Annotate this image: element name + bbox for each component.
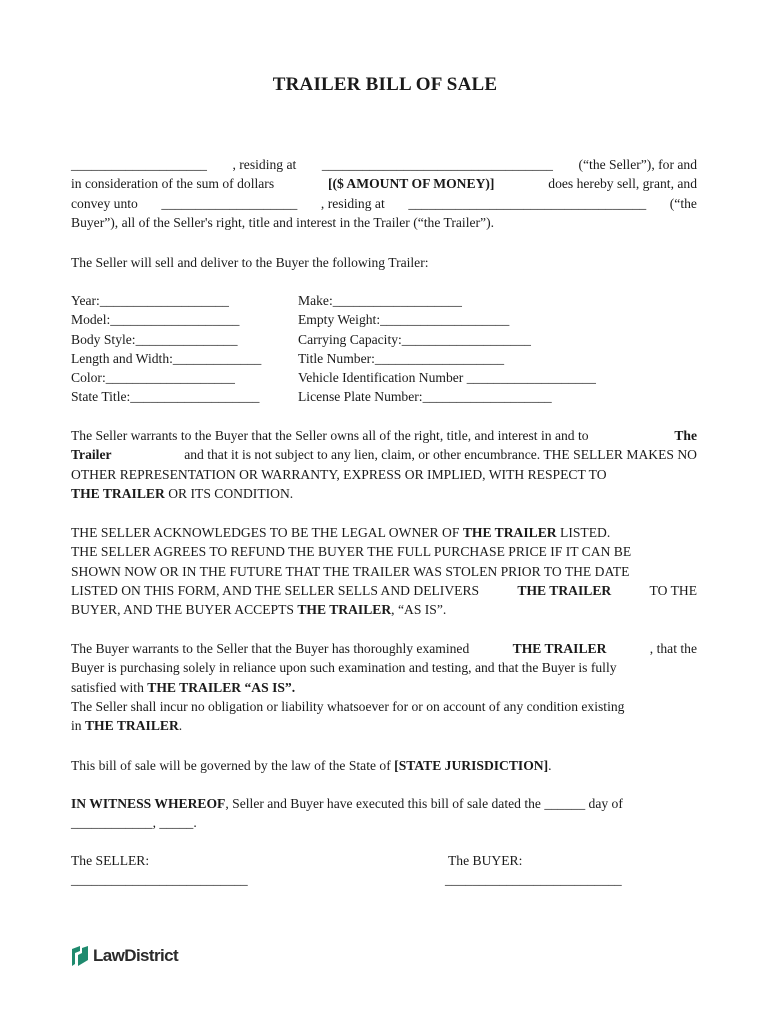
intro-line-3: convey unto ____________________ , residing at ___________________________________ (“the xyxy=(71,194,697,213)
field-year[interactable]: Year:___________________ xyxy=(71,293,229,308)
seller-address-blank[interactable]: __________________________________ xyxy=(321,157,553,172)
seller-signature-line[interactable]: __________________________ xyxy=(71,872,248,887)
document-title: TRAILER BILL OF SALE xyxy=(272,74,498,95)
intro-line-4: Buyer”), all of the Seller's right, title and interest in the Trailer (“the Trailer”). xyxy=(71,214,494,230)
intro-line-2: in consideration of the sum of dollars [($ AMOUNT OF MONEY)] does hereby sell, grant, and xyxy=(71,174,697,193)
field-make[interactable]: Make:___________________ xyxy=(298,293,462,308)
field-length-width[interactable]: Length and Width:_____________ xyxy=(71,350,262,366)
date-blank[interactable]: ____________, _____. xyxy=(71,815,197,831)
field-empty-weight[interactable]: Empty Weight:___________________ xyxy=(298,312,510,328)
lawdistrict-logo-text: LawDistrict xyxy=(93,946,179,965)
field-license-plate[interactable]: License Plate Number:___________________ xyxy=(298,389,552,405)
witness-paragraph: IN WITNESS WHEREOF, Seller and Buyer have executed this bill of sale dated the ______ day of ____________, _____. xyxy=(71,794,697,833)
seller-signature-label: The SELLER: xyxy=(71,853,150,868)
buyer-signature-label: The BUYER: xyxy=(448,853,523,868)
field-color[interactable]: Color:___________________ xyxy=(71,370,235,386)
field-title-number[interactable]: Title Number:___________________ xyxy=(298,350,505,366)
deliver-text: The Seller will sell and deliver to the Buyer the following Trailer: xyxy=(71,255,429,270)
state-jurisdiction-placeholder[interactable]: [STATE JURISDICTION] xyxy=(394,758,549,773)
field-state-title[interactable]: State Title:___________________ xyxy=(71,389,260,405)
fields-right-column xyxy=(298,291,596,407)
field-carrying-capacity[interactable]: Carrying Capacity:___________________ xyxy=(298,331,531,347)
seller-warranty-paragraph: The Seller warrants to the Buyer that the Seller owns all of the right, title, and interest in and to The Trailer and that it is not subject to any lien, claim, or other encumbrance. THE SELLER MAKES NO OTHER REPRESENTATION OR WARRANTY, EXPRESS OR IMPLIED, WITH RESPECT TO THE TRAILER OR ITS CONDITION. xyxy=(71,428,697,501)
buyer-address-blank[interactable]: ___________________________________ xyxy=(408,195,647,211)
lawdistrict-logo-icon xyxy=(70,945,90,967)
lawdistrict-logo xyxy=(70,945,178,967)
intro-paragraph xyxy=(71,155,697,232)
field-model[interactable]: Model:___________________ xyxy=(71,312,240,328)
buyer-name-blank[interactable]: ____________________ xyxy=(161,195,298,211)
amount-placeholder[interactable]: [($ AMOUNT OF MONEY)] xyxy=(327,176,495,192)
intro-line-1: ____________________ , residing at __________________________________ (“the Seller”), for and xyxy=(71,155,697,174)
seller-acknowledgement-paragraph: THE SELLER ACKNOWLEDGES TO BE THE LEGAL OWNER OF THE TRAILER LISTED. THE SELLER AGREES TO REFUND THE BUYER THE FULL PURCHASE PRICE IF IT CAN BE SHOWN NOW OR IN THE FUTURE THAT THE TRAILER WAS STOLEN PRIOR TO THE DATE LISTED ON THIS FORM, AND THE SELLER SELLS AND DELIVERS THE TRAILER TO THE BUYER, AND THE BUYER ACCEPTS THE TRAILER, “AS IS”. xyxy=(71,525,697,618)
field-vin[interactable]: Vehicle Identification Number ___________________ xyxy=(298,370,596,386)
seller-name-blank[interactable]: ____________________ xyxy=(71,157,207,172)
governing-law-paragraph: This bill of sale will be governed by the law of the State of [STATE JURISDICTION]. xyxy=(71,758,552,773)
fields-left-column xyxy=(71,291,261,407)
field-body-style[interactable]: Body Style:_______________ xyxy=(71,331,238,347)
buyer-signature-line[interactable]: __________________________ xyxy=(445,872,622,887)
buyer-warranty-paragraph: The Buyer warrants to the Seller that the Buyer has thoroughly examined THE TRAILER , that the Buyer is purchasing solely in reliance upon such examination and testing, and that the Buyer is fully satisfied with THE TRAILER “AS IS”. The Seller shall incur no obligation or liability whatsoever for or on account of any condition existing in THE TRAILER. xyxy=(71,641,697,734)
